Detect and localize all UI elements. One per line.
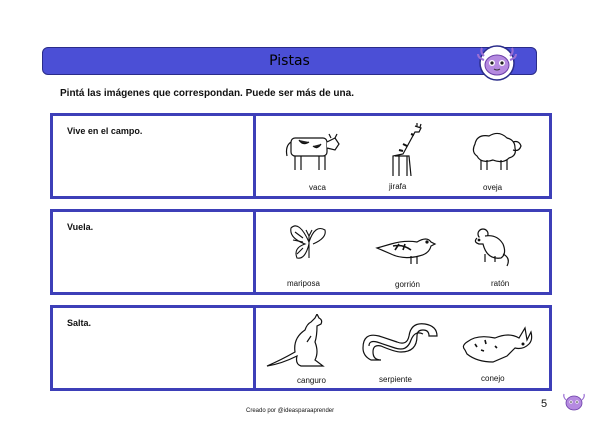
snake-icon[interactable] — [357, 318, 443, 368]
clue-row-salta — [50, 305, 552, 391]
clue-text: Vuela. — [67, 222, 94, 232]
rabbit-icon[interactable] — [461, 326, 537, 366]
animal-label: conejo — [481, 374, 505, 383]
row-divider — [253, 116, 256, 196]
page-header — [42, 47, 537, 75]
footer-credit: Creado por @ideasparaaprender — [246, 408, 335, 414]
row-divider — [253, 308, 256, 388]
animal-label: oveja — [483, 183, 503, 192]
instruction-text: Pintá las imágenes que correspondan. Puede ser más de una. — [60, 88, 354, 99]
butterfly-icon[interactable] — [289, 220, 329, 266]
clue-row-campo — [50, 113, 552, 199]
sparrow-icon[interactable] — [375, 232, 437, 266]
animal-label: vaca — [309, 183, 326, 192]
animal-label: serpiente — [379, 375, 412, 384]
header-title: Pistas — [269, 53, 310, 69]
axolotl-footer-logo-icon — [562, 392, 586, 414]
animal-label: ratón — [491, 279, 510, 288]
row-divider — [253, 212, 256, 292]
mouse-icon[interactable] — [469, 226, 511, 270]
clue-row-vuela — [50, 209, 552, 295]
giraffe-icon[interactable] — [385, 122, 429, 178]
animal-label: jirafa — [389, 182, 407, 191]
clue-text: Salta. — [67, 318, 92, 328]
animal-label: gorrión — [395, 280, 420, 289]
clue-text: Vive en el campo. — [67, 126, 143, 136]
page-number: 5 — [541, 398, 548, 410]
kangaroo-icon[interactable] — [265, 314, 335, 372]
axolotl-logo-icon — [476, 44, 518, 82]
cow-icon[interactable] — [281, 128, 343, 174]
sheep-icon[interactable] — [467, 128, 523, 174]
animal-label: mariposa — [287, 279, 320, 288]
animal-label: canguro — [297, 376, 326, 385]
